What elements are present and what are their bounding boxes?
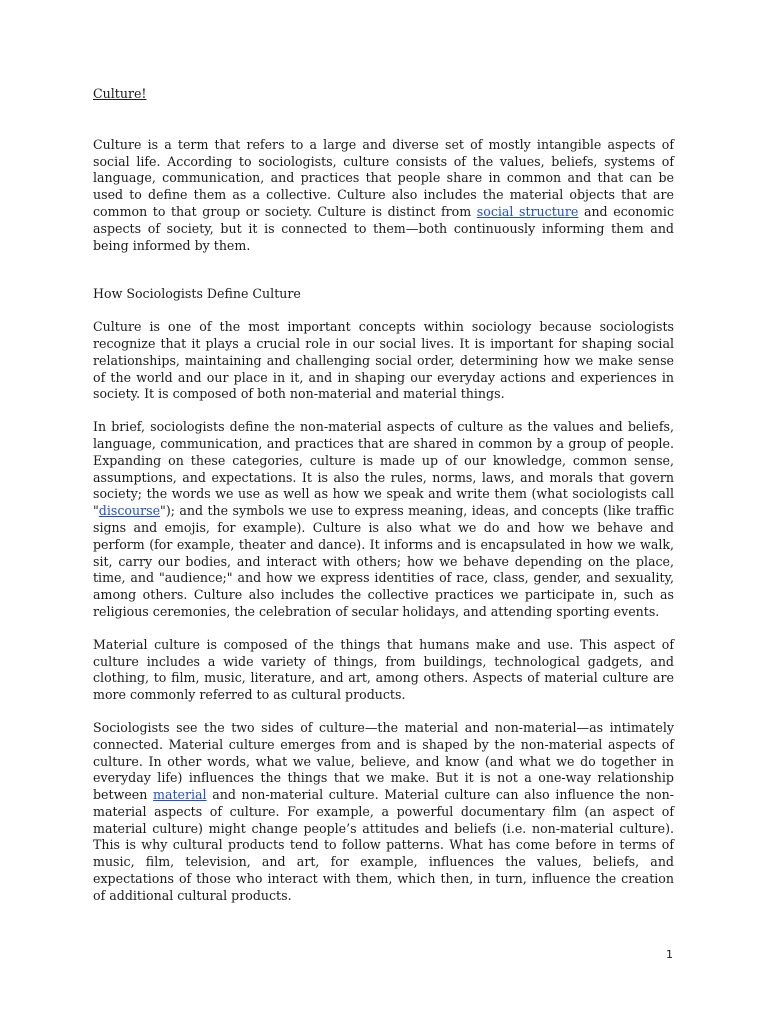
intro-paragraph (93, 137, 674, 255)
paragraph-4-text-start: Sociologists see the two sides of culture—the material and non-material—as intimately connected. Material culture emerges from and is shaped by the non-material aspects of culture. In other words, what we value, believe, and know (and what we do together in everyday life) influences the things that we make. But it is not a one-way relationship between (93, 719, 674, 803)
document-body (93, 86, 674, 905)
intro-text-start: Culture is a term that refers to a large and diverse set of mostly intangible aspects of social life. According to sociologists, culture consists of the values, beliefs, systems of language, communication, and practices that people share in common and that can be used to define them as a collective. Culture also includes the material objects that are common to that group or society. Culture is distinct from (93, 136, 674, 219)
paragraph-1: Culture is one of the most important concepts within sociology because sociologists recognize that it plays a crucial role in our social lives. It is important for shaping social relationships, maintaining and challenging social order, determining how we make sense of the world and our place in it, and in shaping our everyday actions and experiences in society. It is composed of both non-material and material things. (93, 319, 674, 402)
paragraph-2-text-start: In brief, sociologists define the non-material aspects of culture as the values and beliefs, language, communication, and practices that are shared in common by a group of people. Expanding on these categories, culture is made up of our knowledge, common sense, assumptions, and expectations. It is also the rules, norms, laws, and morals that govern society; the words we use as well as how we speak and write them (what sociologists call " (93, 419, 674, 519)
document-title: Culture! (93, 86, 147, 101)
social-structure-link[interactable]: social structure (476, 203, 579, 219)
paragraph-4-text-end: and non-material culture. Material culture can also influence the non-material aspects of culture. For example, a powerful documentary film (an aspect of material culture) might change people’s attitudes and beliefs (i.e. non-material culture). This is why cultural products tend to follow patterns. What has come before in terms of music, film, television, and art, for example, influences the values, beliefs, and expectations of those who interact with them, which then, in turn, influence the creation of additional cultural products. (93, 787, 674, 903)
paragraph-2 (93, 419, 674, 621)
material-link[interactable]: material (153, 787, 207, 803)
paragraph-4 (93, 720, 674, 905)
intro-text-end: and economic aspects of society, but it is connected to them—both continuously informing them and being informed by them. (93, 203, 674, 253)
paragraph-2-text-end: "); and the symbols we use to express meaning, ideas, and concepts (like traffic signs and emojis, for example). Culture is also what we do and how we behave and perform (for example, theater and dance). It informs and is encapsulated in how we walk, sit, carry our bodies, and interact with others; how we behave depending on the place, time, and "audience;" and how we express identities of race, class, gender, and sexuality, among others. Culture also includes the collective practices we participate in, such as religious ceremonies, the celebration of secular holidays, and attending sporting events. (93, 503, 674, 619)
paragraph-3: Material culture is composed of the things that humans make and use. This aspect of culture includes a wide variety of things, from buildings, technological gadgets, and clothing, to film, music, literature, and art, among others. Aspects of material culture are more commonly referred to as cultural products. (93, 636, 674, 703)
discourse-link[interactable]: discourse (98, 503, 161, 519)
page-number: 1 (666, 948, 673, 961)
section-heading: How Sociologists Define Culture (93, 286, 301, 302)
